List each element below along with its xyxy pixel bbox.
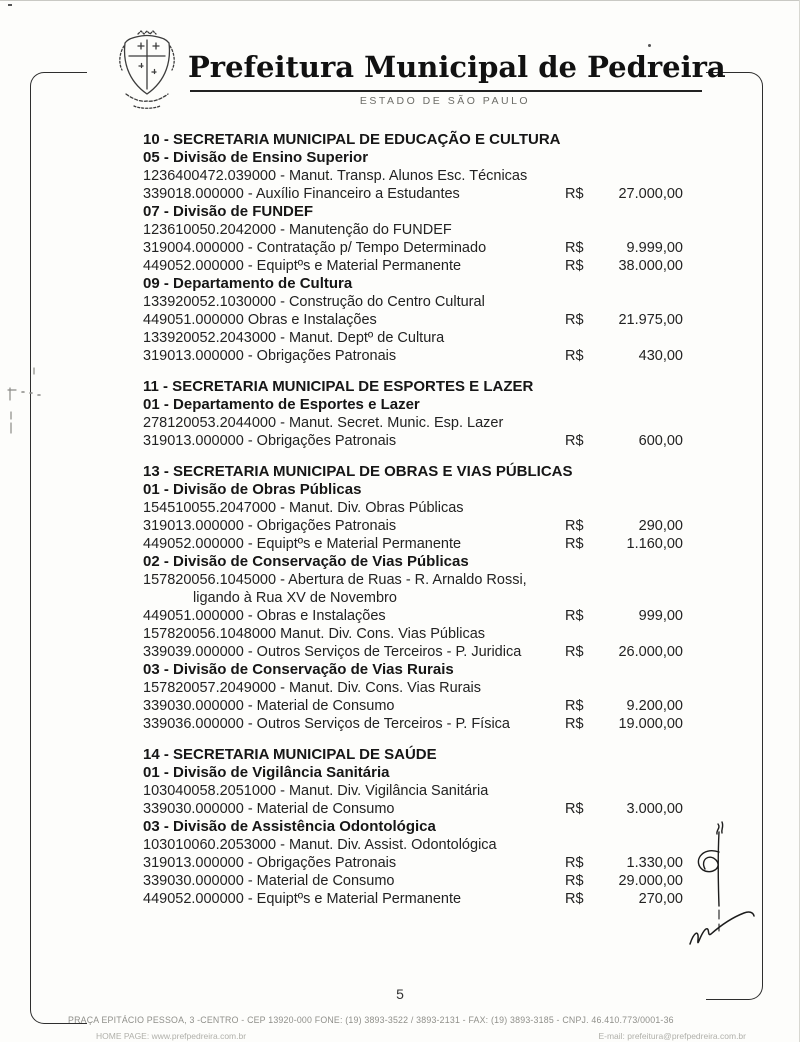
line-text: 449052.000000 - Equiptºs e Material Permanente: [143, 536, 462, 552]
currency-symbol: R$: [565, 258, 584, 274]
section-esportes-lazer: [143, 378, 683, 450]
budget-line-item: [143, 715, 683, 733]
budget-line-item: [143, 854, 683, 872]
currency-symbol: R$: [565, 608, 584, 624]
currency-symbol: R$: [565, 186, 584, 202]
line-amount: 600,00: [638, 433, 683, 449]
line-amount: 27.000,00: [618, 186, 683, 202]
budget-line-item: [143, 607, 683, 625]
section-saude: [143, 746, 683, 908]
line-amount: 1.160,00: [626, 536, 683, 552]
program-code-continuation: [143, 589, 683, 607]
currency-symbol: R$: [565, 698, 584, 714]
budget-line-item: [143, 347, 683, 365]
budget-line-item: [143, 185, 683, 203]
budget-line-item: [143, 535, 683, 553]
heading-text: 11 - SECRETARIA MUNICIPAL DE ESPORTES E LAZER: [143, 378, 534, 395]
heading-text: 01 - Divisão de Vigilância Sanitária: [143, 764, 390, 781]
line-text: 449052.000000 - Equiptºs e Material Permanente: [143, 258, 462, 274]
currency-symbol: R$: [565, 433, 584, 449]
line-text: 339018.000000 - Auxílio Financeiro a Estudantes: [143, 186, 460, 202]
heading-text: 03 - Divisão de Assistência Odontológica: [143, 818, 436, 835]
divisao-heading: [143, 764, 683, 782]
line-amount: 290,00: [638, 518, 683, 534]
program-code-line: [143, 499, 683, 517]
heading-text: 01 - Divisão de Obras Públicas: [143, 481, 362, 498]
budget-line-item: [143, 643, 683, 661]
line-amount: 999,00: [638, 608, 683, 624]
scan-speck: [648, 44, 651, 47]
line-amount: 38.000,00: [618, 258, 683, 274]
budget-line-item: [143, 890, 683, 908]
line-text: 449051.000000 Obras e Instalações: [143, 312, 377, 328]
heading-text: 13 - SECRETARIA MUNICIPAL DE OBRAS E VIAS PÚBLICAS: [143, 463, 573, 480]
line-text: 339039.000000 - Outros Serviços de Terceiros - P. Juridica: [143, 644, 522, 660]
program-code-line: [143, 571, 683, 589]
line-text: 157820056.1045000 - Abertura de Ruas - R. Arnaldo Rossi,: [143, 572, 527, 588]
currency-symbol: R$: [565, 801, 584, 817]
divisao-heading: [143, 818, 683, 836]
scan-edge: [0, 0, 800, 1]
program-code-line: [143, 414, 683, 432]
divisao-heading: [143, 481, 683, 499]
divisao-heading: [143, 149, 683, 167]
secretaria-heading: [143, 131, 683, 149]
currency-symbol: R$: [565, 348, 584, 364]
line-text: 319013.000000 - Obrigações Patronais: [143, 433, 397, 449]
heading-text: 02 - Divisão de Conservação de Vias Públicas: [143, 553, 469, 570]
program-code-line: [143, 293, 683, 311]
program-code-line: [143, 782, 683, 800]
budget-line-item: [143, 239, 683, 257]
line-text: 319004.000000 - Contratação p/ Tempo Determinado: [143, 240, 487, 256]
line-text: 133920052.1030000 - Construção do Centro Cultural: [143, 294, 485, 310]
line-text: 339030.000000 - Material de Consumo: [143, 873, 395, 889]
program-code-line: [143, 221, 683, 239]
currency-symbol: R$: [565, 644, 584, 660]
currency-symbol: R$: [565, 536, 584, 552]
line-text: 339030.000000 - Material de Consumo: [143, 698, 395, 714]
line-amount: 270,00: [638, 891, 683, 907]
line-text: 339030.000000 - Material de Consumo: [143, 801, 395, 817]
budget-body: [143, 131, 683, 921]
line-text: 319013.000000 - Obrigações Patronais: [143, 348, 397, 364]
program-code-line: [143, 167, 683, 185]
line-text: 319013.000000 - Obrigações Patronais: [143, 518, 397, 534]
budget-line-item: [143, 432, 683, 450]
currency-symbol: R$: [565, 891, 584, 907]
line-text: 449051.000000 - Obras e Instalações: [143, 608, 386, 624]
heading-text: 05 - Divisão de Ensino Superior: [143, 149, 369, 166]
secretaria-heading: [143, 746, 683, 764]
program-code-line: [143, 625, 683, 643]
line-text: 339036.000000 - Outros Serviços de Terceiros - P. Física: [143, 716, 510, 732]
coat-of-arms-logo: [114, 28, 180, 112]
document-title: Prefeitura Municipal de Pedreira: [188, 50, 726, 84]
budget-line-item: [143, 800, 683, 818]
currency-symbol: R$: [565, 312, 584, 328]
heading-text: 14 - SECRETARIA MUNICIPAL DE SAÚDE: [143, 746, 437, 763]
line-text: 278120053.2044000 - Manut. Secret. Munic. Esp. Lazer: [143, 415, 504, 431]
title-underline: [190, 90, 702, 92]
heading-text: 01 - Departamento de Esportes e Lazer: [143, 396, 420, 413]
section-educacao-cultura: [143, 131, 683, 365]
scan-speck: [8, 4, 12, 6]
line-amount: 19.000,00: [618, 716, 683, 732]
divisao-heading: [143, 203, 683, 221]
line-text: 123610050.2042000 - Manutenção do FUNDEF: [143, 222, 452, 238]
heading-text: 03 - Divisão de Conservação de Vias Rurais: [143, 661, 454, 678]
line-amount: 26.000,00: [618, 644, 683, 660]
heading-text: 10 - SECRETARIA MUNICIPAL DE EDUCAÇÃO E CULTURA: [143, 131, 561, 148]
program-code-line: [143, 329, 683, 347]
secretaria-heading: [143, 463, 683, 481]
line-text: 103010060.2053000 - Manut. Div. Assist. Odontológica: [143, 837, 497, 853]
line-amount: 430,00: [638, 348, 683, 364]
line-text: 157820056.1048000 Manut. Div. Cons. Vias Públicas: [143, 626, 486, 642]
footer-contacts: [96, 1031, 746, 1041]
line-amount: 1.330,00: [626, 855, 683, 871]
letterhead-frame-right: [706, 72, 763, 1000]
line-amount: 3.000,00: [626, 801, 683, 817]
program-code-line: [143, 836, 683, 854]
heading-text: 09 - Departamento de Cultura: [143, 275, 353, 292]
line-amount: 29.000,00: [618, 873, 683, 889]
line-amount: 9.200,00: [626, 698, 683, 714]
program-code-line: [143, 679, 683, 697]
letterhead-frame-left: [30, 72, 87, 1024]
currency-symbol: R$: [565, 716, 584, 732]
line-text: 1236400472.039000 - Manut. Transp. Alunos Esc. Técnicas: [143, 168, 528, 184]
secretaria-heading: [143, 378, 683, 396]
departamento-heading: [143, 275, 683, 293]
currency-symbol: R$: [565, 855, 584, 871]
divisao-heading: [143, 661, 683, 679]
page-number: 5: [396, 986, 404, 1002]
budget-line-item: [143, 311, 683, 329]
currency-symbol: R$: [565, 240, 584, 256]
document-subtitle: ESTADO DE SÃO PAULO: [359, 95, 531, 107]
line-text: 154510055.2047000 - Manut. Div. Obras Públicas: [143, 500, 464, 516]
footer-address: PRAÇA EPITÁCIO PESSOA, 3 -CENTRO - CEP 13920-000 FONE: (19) 3893-3522 / 3893-2131 - FAX: (19) 3893-3185 - CNPJ. 46.410.773/0001-36: [68, 1015, 674, 1025]
section-obras-vias-publicas: [143, 463, 683, 733]
line-text: 157820057.2049000 - Manut. Div. Cons. Vias Rurais: [143, 680, 482, 696]
line-amount: 9.999,00: [626, 240, 683, 256]
line-text: 133920052.2043000 - Manut. Deptº de Cultura: [143, 330, 445, 346]
divisao-heading: [143, 553, 683, 571]
currency-symbol: R$: [565, 518, 584, 534]
line-text: ligando à Rua XV de Novembro: [193, 590, 397, 606]
heading-text: 07 - Divisão de FUNDEF: [143, 203, 314, 220]
budget-line-item: [143, 257, 683, 275]
budget-line-item: [143, 697, 683, 715]
budget-line-item: [143, 872, 683, 890]
line-text: 449052.000000 - Equiptºs e Material Permanente: [143, 891, 462, 907]
line-text: 319013.000000 - Obrigações Patronais: [143, 855, 397, 871]
footer-homepage: HOME PAGE: www.prefpedreira.com.br: [96, 1031, 247, 1041]
footer-email: E-mail: prefeitura@prefpedreira.com.br: [598, 1031, 746, 1041]
departamento-heading: [143, 396, 683, 414]
line-amount: 21.975,00: [618, 312, 683, 328]
budget-line-item: [143, 517, 683, 535]
currency-symbol: R$: [565, 873, 584, 889]
line-text: 103040058.2051000 - Manut. Div. Vigilância Sanitária: [143, 783, 489, 799]
